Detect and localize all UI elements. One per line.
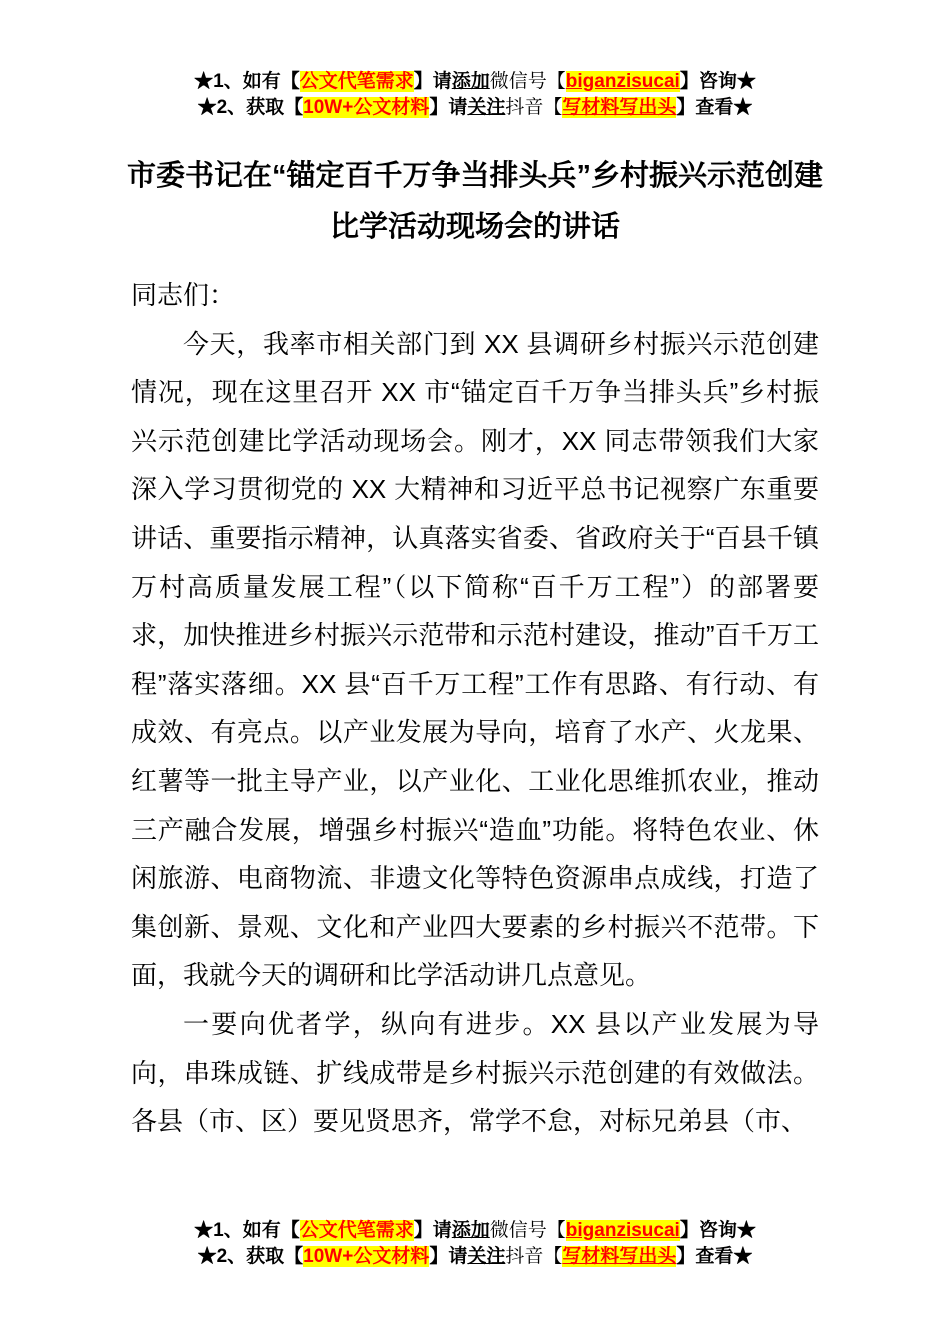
promo-highlight-material: 10W+公文材料	[303, 97, 430, 118]
promo-text: 抖音【	[505, 1246, 563, 1267]
salutation: 同志们：	[131, 280, 236, 310]
promo-action-add: 添加	[451, 71, 490, 92]
promo-highlight-service: 公文代笔需求	[299, 71, 414, 92]
promo-banner-top	[0, 0, 950, 121]
douyin-id: 写材料写出头	[562, 1246, 677, 1267]
promo-text: 微信号【	[489, 71, 566, 92]
promo-text: 】咨询★	[679, 1220, 756, 1241]
promo-banner-top-line-2	[0, 95, 950, 121]
document-title-line-1: 市委书记在“锚定百千万争当排头兵”乡村振兴示范创建	[126, 160, 823, 192]
promo-text: 】请	[413, 71, 452, 92]
promo-text: ★1、如有【	[194, 71, 300, 92]
promo-text: 微信号【	[489, 1220, 566, 1241]
document-title-line-2: 比学活动现场会的讲话	[329, 211, 620, 243]
promo-banner-top-line-1	[0, 69, 950, 95]
document-body	[131, 271, 819, 1146]
promo-action-add: 添加	[451, 1220, 490, 1241]
promo-action-follow: 关注	[467, 1246, 506, 1267]
douyin-id: 写材料写出头	[562, 97, 677, 118]
promo-text: 】请	[429, 97, 468, 118]
wechat-id: biganzisucai	[565, 1220, 680, 1241]
wechat-id: biganzisucai	[565, 71, 680, 92]
promo-banner-bottom-line-1	[0, 1218, 950, 1244]
promo-text: 】查看★	[676, 97, 753, 118]
promo-text: 】查看★	[676, 1246, 753, 1267]
promo-banner-bottom-line-2	[0, 1244, 950, 1270]
promo-text: 】请	[413, 1220, 452, 1241]
paragraph-2: 一要向优者学，纵向有进步。XX 县以产业发展为导向，串珠成链、扩线成带是乡村振兴示范创建的有效做法。各县（市、区）要见贤思齐，常学不怠，对标兄弟县（市、	[131, 1008, 819, 1137]
promo-banner-bottom	[0, 1218, 950, 1270]
promo-highlight-material: 10W+公文材料	[303, 1246, 430, 1267]
paragraph-1: 今天，我率市相关部门到 XX 县调研乡村振兴示范创建情况，现在这里召开 XX 市“锚定百千万争当排头兵”乡村振兴示范创建比学活动现场会。刚才，XX 同志带领我们大家深入学习贯彻党的 XX 大精神和习近平总书记视察广东重要讲话、重要指示精神，认真落实省委、省政府关于“百县千镇万村高质量发展工程”（以下简称“百千万工程”）的部署要求，加快推进乡村振兴示范带和示范村建设，推动”百千万工程”落实落细。XX 县“百千万工程”工作有思路、有行动、有成效、有亮点。以产业发展为导向，培育了水产、火龙果、红薯等一批主导产业，以产业化、工业化思维抓农业，推动三产融合发展，增强乡村振兴“造血”功能。将特色农业、休闲旅游、电商物流、非遗文化等特色资源串点成线，打造了集创新、景观、文化和产业四大要素的乡村振兴不范带。下面，我就今天的调研和比学活动讲几点意见。	[131, 328, 819, 991]
promo-text: 】咨询★	[679, 71, 756, 92]
promo-text: ★1、如有【	[194, 1220, 300, 1241]
promo-action-follow: 关注	[467, 97, 506, 118]
document-title	[0, 151, 950, 253]
promo-text: 抖音【	[505, 97, 563, 118]
promo-text: ★2、获取【	[197, 1246, 304, 1267]
promo-text: ★2、获取【	[197, 97, 304, 118]
promo-highlight-service: 公文代笔需求	[299, 1220, 414, 1241]
promo-text: 】请	[429, 1246, 468, 1267]
